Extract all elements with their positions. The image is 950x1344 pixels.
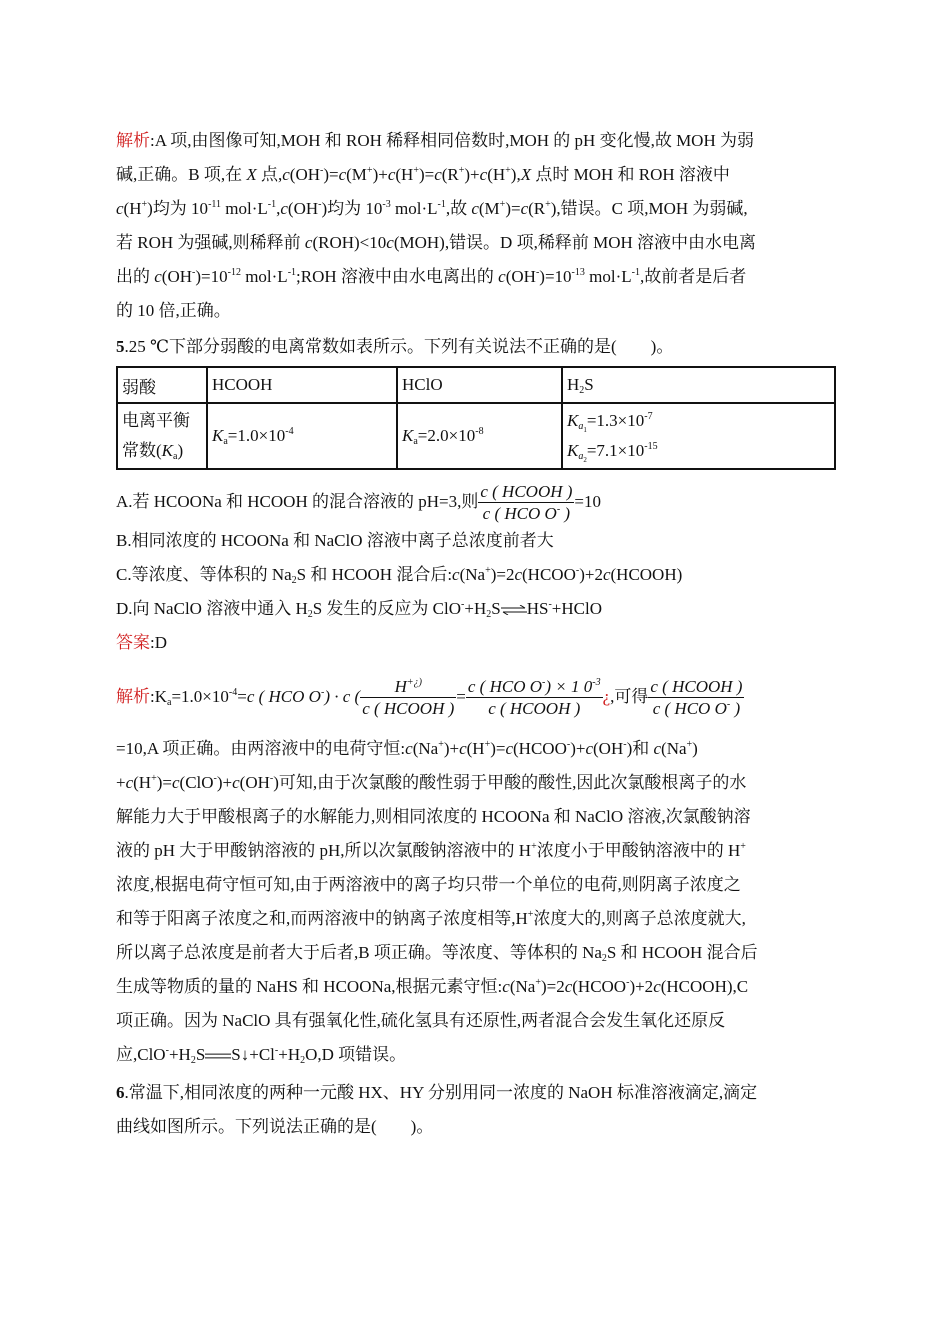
- q5-an-text-6: 浓度,根据电荷守恒可知,由于两溶液中的离子均只带一个单位的电荷,则阴离子浓度之: [116, 875, 741, 894]
- answer-line: [116, 626, 836, 660]
- q5-an-text-7b: 浓度大的,则离子总浓度就大,: [533, 909, 746, 928]
- q5-an-text-3: 可知,由于次氯酸的酸性弱于甲酸的酸性,因此次氯酸根离子的水: [278, 773, 747, 792]
- q4-text-4b: ,错误。D 项,稀释前 MOH 溶液中由水电离: [444, 233, 757, 252]
- reaction-equals-icon: [205, 1051, 231, 1061]
- q4-line-1: [116, 124, 836, 158]
- q4-analysis: [116, 124, 836, 328]
- q4-text-3c: 均为 10: [327, 199, 383, 218]
- table-header-hcooh: [207, 367, 397, 403]
- q4-text-5e: ,故前者是后者: [639, 267, 747, 286]
- q6-stem: [116, 1076, 836, 1144]
- q5-analysis-label: 解析: [116, 687, 150, 706]
- option-a-result: =10: [574, 492, 602, 511]
- fraction-1: [360, 677, 456, 720]
- q5-an-text-11e: +H: [278, 1045, 301, 1064]
- q5-an-text-7a: 和等于阳离子浓度之和,而两溶液中的钠离子浓度相等,H: [116, 909, 528, 928]
- q4-line-6: [116, 294, 836, 328]
- q4-text-2c: 点时 MOH 和 ROH 溶液中: [535, 165, 730, 184]
- option-c-text-b: S 和 HCOOH 混合后:: [296, 565, 453, 584]
- option-a-denominator: c ( HCO O- ): [482, 503, 571, 523]
- analysis-label: 解析: [116, 131, 150, 150]
- q4-line-4: 若 ROH 为强碱,则稀释前 c(ROH)<10c(MOH),错误。D 项,稀释前 MOH 溶液中由水电离: [116, 233, 757, 252]
- fraction-3-num: c ( HCOOH ): [650, 676, 743, 696]
- q5-an-line-10: [116, 1004, 836, 1038]
- q4-line-5: 出的 $c(OH^-)=10^{-12}$ $mol\cdot L^{-1};ROH$ 溶液中由水电离出的 $c(OH^-)=10^{-13}$ $mol\cdot L^{-1}$,故前者是后者: [116, 267, 747, 286]
- answer-value: :D: [150, 633, 167, 652]
- fraction-3: [648, 677, 744, 720]
- option-b: [116, 524, 836, 558]
- frac2-num-text: c ( HCO O: [467, 676, 543, 696]
- frac1-num-text: H: [394, 676, 407, 696]
- q4-text-5c: ;ROH 溶液中由水电离出的: [296, 267, 499, 286]
- option-d-text-a: D.向 NaClO 溶液中通入 H: [116, 599, 308, 618]
- garbled-glyph: ¿: [602, 687, 611, 706]
- q5-analysis-formula: 解析$:K_a=1.0\times 10^{-4}=c$ ( HCO O-) · c ( $\frac{H^{+¿)}}{\text{c ( HCOOH )}}$ = $\frac{c ( HCO O^-) \times 1 0^{-3}}{\text{c ( HCOOH )}}$ ¿,可得 $\frac{\text{c ( HCOOH )}}{c ( HCO O^- )}$: [116, 676, 743, 718]
- ionization-constant-table: [116, 366, 836, 470]
- q4-text-3b: mol·L: [221, 199, 268, 218]
- q4-text-6: 的 10 倍,正确。: [116, 301, 231, 320]
- q4-text-1: :A 项,由图像可知,MOH 和 ROH 稀释相同倍数时,MOH 的 pH 变化慢,故 MOH 为弱: [150, 131, 754, 150]
- table-row-label: 电离平衡 常数$(K_a)$: [117, 403, 207, 469]
- q5-an-text-9a: 生成等物质的量的 NaHS 和 HCOONa,根据元素守恒:: [116, 977, 503, 996]
- q5-an-line-5: 液的 pH 大于甲酸钠溶液的 pH,所以次氯酸钠溶液中的 H+浓度小于甲酸钠溶液中的 H+: [116, 841, 746, 860]
- q5-an-text-11f: O,D 项错误。: [305, 1045, 407, 1064]
- header-hclo-text: HClO: [402, 375, 443, 394]
- header-hcooh-text: HCOOH: [212, 375, 273, 394]
- table-cell-ka-hclo: $K_a=2.0\times 10^{-8}$: [397, 403, 562, 469]
- table-header-hclo: [397, 367, 562, 403]
- q5-an-text-11c: S: [195, 1045, 206, 1064]
- table-header-acid: [117, 367, 207, 403]
- table-header-h2s: $H_2S$: [562, 367, 835, 403]
- q5-an-then: ,可得: [610, 687, 649, 706]
- fraction-1-num: H+¿): [360, 677, 456, 698]
- q6-text-2: 曲线如图所示。下列说法正确的是( )。: [116, 1117, 434, 1136]
- q5-an-text-11b: +H: [168, 1045, 191, 1064]
- option-d-text-b: S 发生的反应为 ClO: [312, 599, 462, 618]
- q5-an-text-8a: 所以离子总浓度是前者大于后者,B 项正确。等浓度、等体积的 Na: [116, 943, 602, 962]
- q5-an-line-9: 生成等物质的量的 NaHS 和 HCOONa,根据元素守恒:c(Na+)=2c(HCOO-)+2c(HCOOH),C: [116, 977, 749, 996]
- q4-text-4a: 若 ROH 为强碱,则稀释前: [116, 233, 305, 252]
- q5-an-eq: =: [237, 687, 247, 706]
- q5-an-line-7: 和等于阳离子浓度之和,而两溶液中的钠离子浓度相等,H+浓度大的,则离子总浓度就大,: [116, 909, 746, 928]
- q4-line-3: c(H+)均为 $10^{-11}$ $mol\cdot L^{-1},c(OH^-)$均为 $10^{-3}$ $mol\cdot L^{-1}$,故 c(M+)=c(R+),错误。C 项,MOH 为弱碱,: [116, 199, 748, 218]
- q5-an-text-8b: S 和 HCOOH 混合后: [606, 943, 758, 962]
- q5-an-text-11a: 应,ClO: [116, 1045, 166, 1064]
- fraction-3-den: c ( HCO O- ): [652, 698, 741, 718]
- fraction-2-num: c ( HCO O-) × 1 $0^{-3}$: [467, 676, 601, 696]
- table-cell-ka-h2s: $K_{a_1}=1.3\times 10^{-7}$ $K_{a_2}=7.1\times 10^{-15}$: [562, 403, 835, 469]
- q5-an-text-11d: S↓+Cl: [231, 1045, 275, 1064]
- table-cell-ka-hcooh: $K_a=1.0\times 10^{-4}$: [207, 403, 397, 469]
- option-c-text-a: C.等浓度、等体积的 Na: [116, 565, 292, 584]
- q4-text-3e: ,故: [445, 199, 472, 218]
- fraction-2-den: c ( HCOOH ): [488, 698, 581, 718]
- option-c: C.等浓度、等体积的 $Na_2S$ 和 HCOOH 混合后:c(Na+)=2c(HCOO-)+2c(HCOOH): [116, 565, 683, 586]
- q5-an-line-6: [116, 868, 836, 902]
- q5-stem-text: .25 ℃下部分弱酸的电离常数如表所示。下列有关说法不正确的是( )。: [124, 337, 674, 356]
- q5-an-text-5a: 液的 pH 大于甲酸钠溶液的 pH,所以次氯酸钠溶液中的 H: [116, 841, 532, 860]
- q4-text-5b: mol·L: [240, 267, 288, 286]
- q4-text-2b: 点,: [256, 165, 283, 184]
- q5-analysis-body: [116, 732, 836, 1072]
- q5-an-mid: c ( HCO O: [246, 687, 321, 706]
- option-a-fraction: [478, 482, 574, 525]
- q5-an-text-10: 项正确。因为 NaClO 具有强氧化性,硫化氢具有还原性,两者混合会发生氧化还原反: [116, 1011, 726, 1030]
- option-b-text: B.相同浓度的 HCOONa 和 NaClO 溶液中离子总浓度前者大: [116, 531, 554, 550]
- option-a-den-text: c ( HCO O: [482, 503, 557, 523]
- q5-an-line-2: =10,A 项正确。由两溶液中的电荷守恒:c(Na+)+c(H+)=c(HCOO-)+c(OH-)和 c(Na+): [116, 739, 698, 758]
- q4-text-5a: 出的: [116, 267, 155, 286]
- header-acid-text: 弱酸: [122, 377, 156, 397]
- frac3-den-text: c ( HCO O: [652, 698, 727, 718]
- table-row-ka: [117, 403, 835, 469]
- option-a-numerator: c ( HCOOH ): [480, 481, 573, 501]
- fraction-2: [466, 677, 603, 720]
- q5-an-text-2: =10,A 项正确。由两溶液中的电荷守恒:: [116, 739, 406, 758]
- fraction-1-den: c ( HCOOH ): [362, 698, 455, 718]
- equilibrium-arrow-icon: [501, 605, 527, 615]
- frac2-num-text-b: ) × 1 0: [545, 676, 593, 696]
- q5-an-text-9b: ,C: [732, 977, 749, 996]
- q6-line-1: [116, 1076, 836, 1110]
- q4-line-2: 碱,正确。B 项,在 X 点,c(OH-)=c(M+)+c(H+)=c(R+)+c(H+),X 点时 MOH 和 ROH 溶液中: [116, 165, 730, 184]
- row-label-1: 电离平衡: [122, 411, 190, 430]
- table-header-row: [117, 367, 835, 403]
- q5-an-ka: =1.0×10: [171, 687, 229, 706]
- q5-an-line-3: +c(H+)=c(ClO-)+c(OH-)可知,由于次氯酸的酸性弱于甲酸的酸性,因此次氯酸根离子的水: [116, 773, 747, 792]
- q5-an-text-4: 解能力大于甲酸根离子的水解能力,则相同浓度的 HCOONa 和 NaClO 溶液,次氯酸钠溶: [116, 807, 751, 826]
- q5-an-line-8: 所以离子总浓度是前者大于后者,B 项正确。等浓度、等体积的 $Na_2S$ 和 HCOOH 混合后: [116, 943, 758, 964]
- q5-an-text-5b: 浓度小于甲酸钠溶液中的 H: [536, 841, 741, 860]
- q5-an-line-11: 应$,ClO^-+H_2S$ $S↓+Cl^-+H_2O,D$ 项错误。: [116, 1045, 407, 1066]
- q6-number: 6: [116, 1083, 125, 1102]
- q6-line-2: [116, 1110, 836, 1144]
- q5-stem: [116, 330, 836, 364]
- option-d-text-c: HS: [526, 599, 549, 618]
- q6-text-1: .常温下,相同浓度的两种一元酸 HX、HY 分别用同一浓度的 NaOH 标准溶液滴定,滴定: [124, 1083, 758, 1102]
- q4-text-3f: ,错误。C 项,MOH 为弱碱,: [556, 199, 748, 218]
- q5-number: 5: [116, 337, 125, 356]
- q5-an-text-and: 和: [632, 739, 654, 758]
- option-a: [116, 480, 836, 524]
- q4-text-3d: mol·L: [390, 199, 438, 218]
- option-d: D.向 NaClO 溶液中通入 $H_2S$ 发生的反应为 $ClO^-+H_2S$ HS-+HClO: [116, 599, 602, 620]
- q5-an-pre: :K: [150, 687, 167, 706]
- q5-an-line-4: [116, 800, 836, 834]
- q4-text-2a: 碱,正确。B 项,在: [116, 165, 247, 184]
- q4-text-5d: mol·L: [584, 267, 632, 286]
- q5-stem-line: [116, 330, 836, 364]
- option-a-text: A.若 HCOONa 和 HCOOH 的混合溶液的 pH=3,则: [116, 492, 479, 511]
- answer-label: 答案: [116, 633, 150, 652]
- q4-text-3a: 均为 10: [152, 199, 209, 218]
- q5-an-c: · c (: [334, 687, 361, 706]
- q5-options: [116, 480, 836, 660]
